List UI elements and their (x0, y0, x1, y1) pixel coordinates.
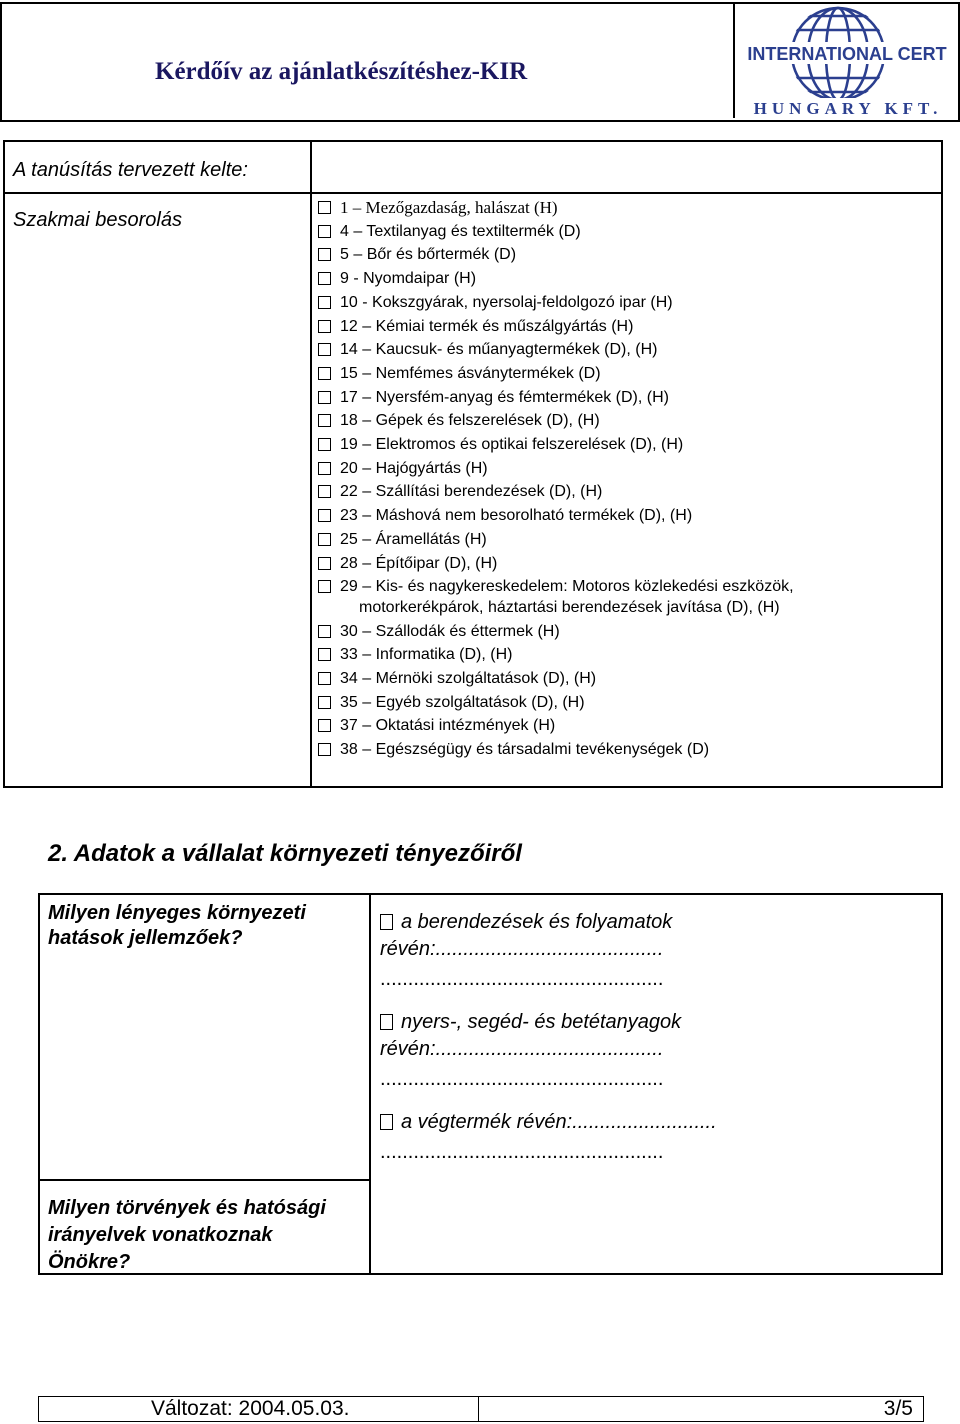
list-item: 28 – Építőipar (D), (H) (318, 552, 938, 576)
list-item: 35 – Egyéb szolgáltatások (D), (H) (318, 691, 938, 715)
list-item: 4 – Textilanyag és textiltermék (D) (318, 220, 938, 244)
list-item: 37 – Oktatási intézmények (H) (318, 714, 938, 738)
list-item: 12 – Kémiai termék és műszálgyártás (H) (318, 315, 938, 339)
checkbox[interactable] (318, 672, 331, 685)
checkbox[interactable] (318, 462, 331, 475)
fill-line[interactable]: ................................................... (380, 1141, 664, 1163)
svg-text:HUNGARY KFT.: HUNGARY KFT. (753, 99, 943, 118)
international-cert-logo (738, 2, 956, 118)
list-item-continuation: motorkerékpárok, háztartási berendezések javítása (D), (H) (359, 598, 780, 616)
fill-line[interactable]: révén:......................................... (380, 938, 664, 960)
list-item: 9 - Nyomdaipar (H) (318, 267, 938, 291)
checkbox[interactable] (318, 438, 331, 451)
checkbox[interactable] (380, 914, 393, 930)
fill-line[interactable]: révén:......................................... (380, 1038, 664, 1060)
list-item: 10 - Kokszgyárak, nyersolaj-feldolgozó ipar (H) (318, 291, 938, 315)
checkbox[interactable] (318, 343, 331, 356)
checkbox[interactable] (380, 1114, 393, 1130)
checkbox[interactable] (318, 533, 331, 546)
checkbox[interactable] (318, 509, 331, 522)
checkbox[interactable] (318, 248, 331, 261)
list-item: 20 – Hajógyártás (H) (318, 457, 938, 481)
list-item: 22 – Szállítási berendezések (D), (H) (318, 480, 938, 504)
option-equipment: a berendezések és folyamatok révén:......................................... ................................................... (380, 909, 940, 993)
section-heading: 2. Adatok a vállalat környezeti tényezőiről (48, 840, 522, 867)
list-item: 5 – Bőr és bőrtermék (D) (318, 243, 938, 267)
checkbox[interactable] (318, 320, 331, 333)
checkbox[interactable] (318, 201, 331, 214)
page-number: 3/5 (883, 1397, 913, 1420)
checkbox[interactable] (318, 696, 331, 709)
list-item: 34 – Mérnöki szolgáltatások (D), (H) (318, 667, 938, 691)
list-item: 33 – Informatika (D), (H) (318, 643, 938, 667)
checkbox[interactable] (380, 1014, 393, 1030)
regulations-question: Milyen törvények és hatósági irányelvek vonatkoznak Önökre? (48, 1197, 326, 1273)
list-item: 23 – Máshová nem besorolható termékek (D), (H) (318, 504, 938, 528)
list-item: 25 – Áramellátás (H) (318, 528, 938, 552)
planned-date-label: A tanúsítás tervezett kelte: (13, 159, 248, 181)
list-item: 19 – Elektromos és optikai felszerelések (D), (H) (318, 433, 938, 457)
list-item: 38 – Egészségügy és társadalmi tevékenységek (D) (318, 738, 938, 762)
classification-label: Szakmai besorolás (13, 209, 182, 231)
list-item: 15 – Nemfémes ásványtermékek (D) (318, 362, 938, 386)
footer-version-box (38, 1396, 479, 1422)
checkbox[interactable] (318, 391, 331, 404)
checkbox[interactable] (318, 225, 331, 238)
classification-list (318, 196, 938, 762)
checkbox[interactable] (318, 414, 331, 427)
list-item: 1 – Mezőgazdaság, halászat (H) (318, 196, 938, 220)
checkbox[interactable] (318, 296, 331, 309)
fill-line[interactable]: ................................................... (380, 968, 664, 990)
fill-line[interactable]: ................................................... (380, 1068, 664, 1090)
checkbox[interactable] (318, 485, 331, 498)
list-item: 14 – Kaucsuk- és műanyagtermékek (D), (H) (318, 338, 938, 362)
checkbox[interactable] (318, 580, 331, 593)
document-title: Kérdőív az ajánlatkészítéshez-KIR (155, 58, 528, 85)
checkbox[interactable] (318, 743, 331, 756)
header-title-cell (0, 2, 735, 118)
footer-page-box (479, 1396, 924, 1422)
impact-options (380, 909, 940, 1166)
list-item: 17 – Nyersfém-anyag és fémtermékek (D), (H) (318, 386, 938, 410)
row-divider (40, 1179, 371, 1181)
svg-text:INTERNATIONAL CERT: INTERNATIONAL CERT (747, 44, 947, 64)
list-item: 29 – Kis- és nagykereskedelem: Motoros közlekedési eszközök, motorkerékpárok, háztartási berendezések javítása (D), (H) (318, 575, 938, 619)
column-divider (310, 142, 312, 786)
environmental-impacts-question: Milyen lényeges környezeti hatások jellemzőek? (48, 902, 306, 949)
version-label: Változat: 2004.05.03. (151, 1397, 350, 1420)
option-end-product: a végtermék révén:.......................... ................................................... (380, 1109, 940, 1166)
column-divider (369, 895, 371, 1273)
list-item: 18 – Gépek és felszerelések (D), (H) (318, 409, 938, 433)
checkbox[interactable] (318, 367, 331, 380)
environment-table (38, 893, 943, 1275)
list-item: 30 – Szállodák és éttermek (H) (318, 620, 938, 644)
checkbox[interactable] (318, 272, 331, 285)
checkbox[interactable] (318, 719, 331, 732)
checkbox[interactable] (318, 557, 331, 570)
option-materials: nyers-, segéd- és betétanyagok révén:......................................... ................................................... (380, 1009, 940, 1093)
checkbox[interactable] (318, 648, 331, 661)
checkbox[interactable] (318, 625, 331, 638)
